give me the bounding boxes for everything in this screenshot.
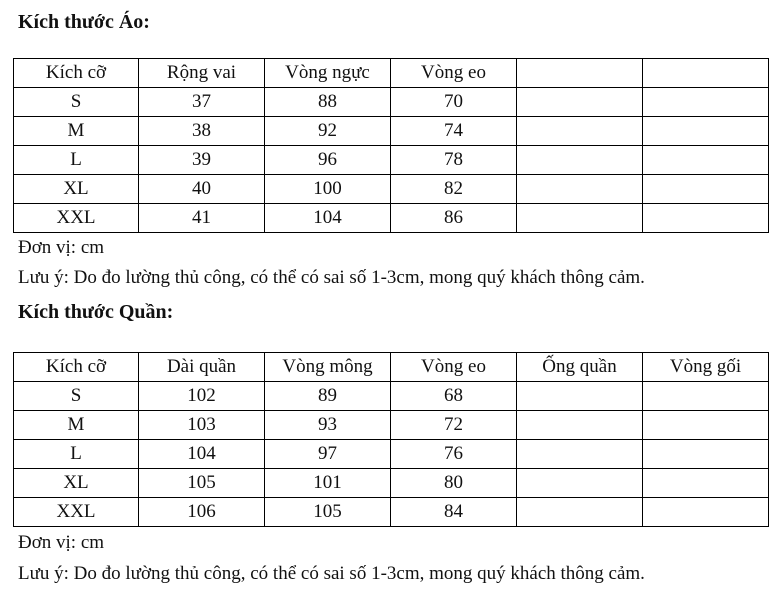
table-row [14,117,769,146]
table-cell: 105 [265,498,391,527]
table-cell: 101 [265,469,391,498]
table-cell [517,204,643,233]
table-cell: L [14,146,139,175]
table-cell [643,88,769,117]
table-cell: 41 [139,204,265,233]
table-cell: 86 [391,204,517,233]
column-header: Vòng eo [391,353,517,382]
table-cell: XL [14,469,139,498]
table-header-row [14,59,769,88]
table-cell [517,440,643,469]
table-cell: 76 [391,440,517,469]
table-row [14,175,769,204]
pants-size-table [13,352,769,527]
table-cell: 102 [139,382,265,411]
table-cell: 93 [265,411,391,440]
column-header: Dài quần [139,353,265,382]
table-row [14,204,769,233]
table-cell [517,498,643,527]
column-header: Rộng vai [139,59,265,88]
table-cell: 39 [139,146,265,175]
table-cell: XXL [14,498,139,527]
table-cell [643,498,769,527]
table-cell: L [14,440,139,469]
table-cell [517,117,643,146]
table-cell [643,175,769,204]
table-cell: 68 [391,382,517,411]
pants-note-text: Lưu ý: Do đo lường thủ công, có thể có sai số 1-3cm, mong quý khách thông cảm. [18,563,645,584]
shirt-note-text: Lưu ý: Do đo lường thủ công, có thể có sai số 1-3cm, mong quý khách thông cảm. [18,267,645,288]
table-cell: 100 [265,175,391,204]
table-cell: M [14,117,139,146]
column-header [517,59,643,88]
table-cell [643,117,769,146]
table-cell: 97 [265,440,391,469]
table-cell: 72 [391,411,517,440]
table-row [14,88,769,117]
column-header: Vòng eo [391,59,517,88]
column-header: Kích cỡ [14,59,139,88]
table-row [14,411,769,440]
table-row [14,469,769,498]
table-cell: 80 [391,469,517,498]
table-cell: 96 [265,146,391,175]
table-cell: 88 [265,88,391,117]
column-header: Vòng gối [643,353,769,382]
table-cell [517,88,643,117]
table-cell: 70 [391,88,517,117]
table-cell: 38 [139,117,265,146]
table-cell: 37 [139,88,265,117]
pants-size-heading: Kích thước Quần: [18,301,174,323]
table-cell [517,146,643,175]
table-cell [643,146,769,175]
column-header: Vòng mông [265,353,391,382]
column-header [643,59,769,88]
table-row [14,382,769,411]
table-cell: 105 [139,469,265,498]
table-cell [643,411,769,440]
table-cell: 103 [139,411,265,440]
table-cell: 92 [265,117,391,146]
table-cell: XL [14,175,139,204]
table-cell [643,382,769,411]
table-cell: M [14,411,139,440]
table-cell [643,440,769,469]
table-row [14,146,769,175]
pants-unit-text: Đơn vị: cm [18,532,105,553]
table-cell: 104 [265,204,391,233]
table-cell: 84 [391,498,517,527]
table-row [14,440,769,469]
table-cell [643,204,769,233]
column-header: Vòng ngực [265,59,391,88]
table-cell: 82 [391,175,517,204]
table-cell: 89 [265,382,391,411]
table-cell: 74 [391,117,517,146]
column-header: Kích cỡ [14,353,139,382]
table-cell [517,469,643,498]
table-cell [517,175,643,204]
table-cell: 104 [139,440,265,469]
table-cell: 40 [139,175,265,204]
table-cell: 78 [391,146,517,175]
shirt-size-table [13,58,769,233]
table-header-row [14,353,769,382]
table-cell [517,411,643,440]
table-cell [517,382,643,411]
table-cell: S [14,382,139,411]
shirt-size-heading: Kích thước Áo: [18,11,150,33]
shirt-unit-text: Đơn vị: cm [18,237,105,258]
table-cell: 106 [139,498,265,527]
table-row [14,498,769,527]
table-cell: S [14,88,139,117]
table-cell [643,469,769,498]
column-header: Ống quần [517,353,643,382]
table-cell: XXL [14,204,139,233]
